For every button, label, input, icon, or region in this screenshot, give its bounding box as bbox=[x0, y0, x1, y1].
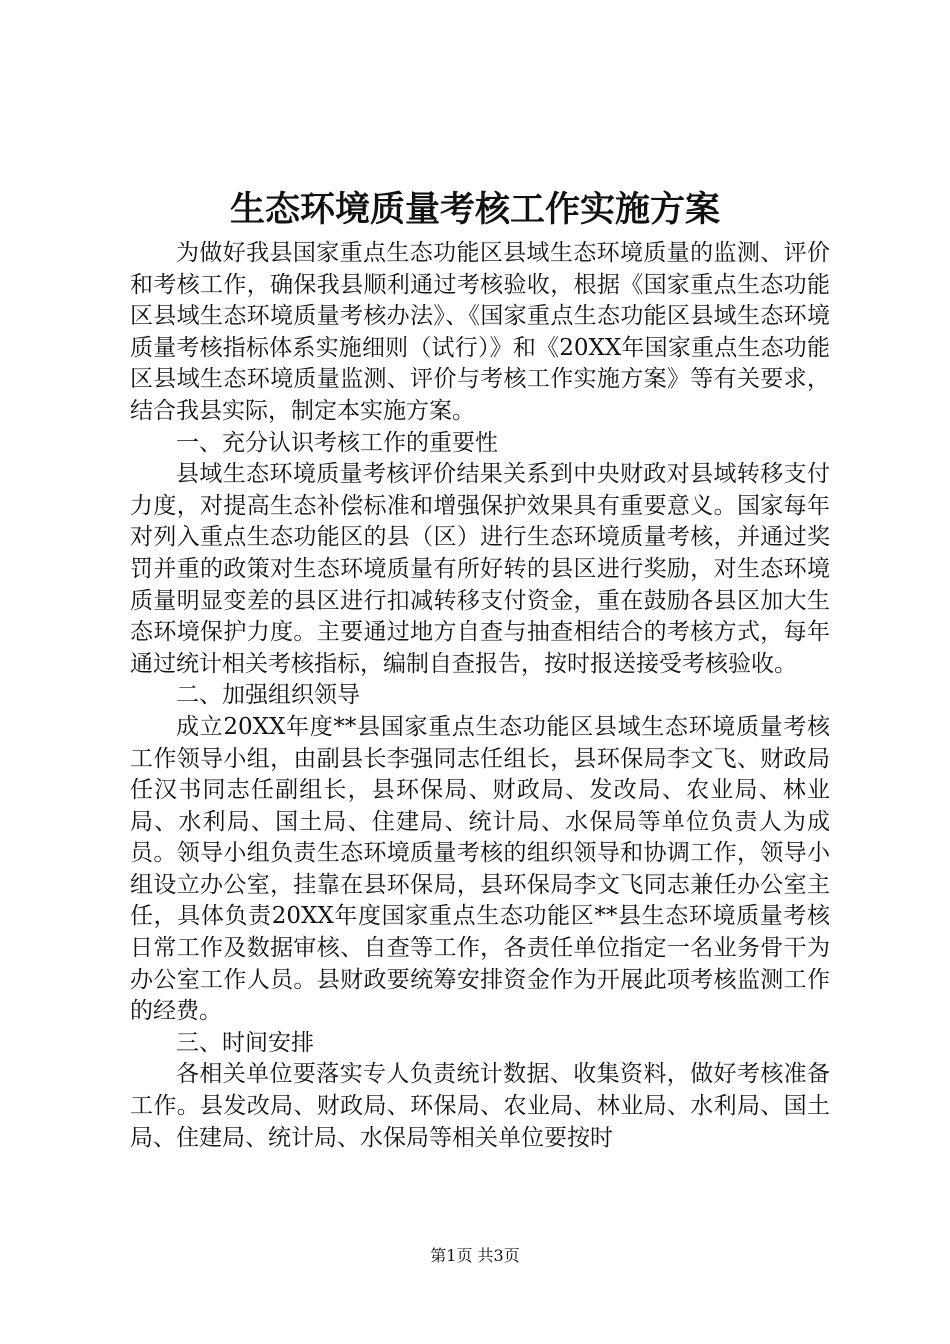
document-title: 生态环境质量考核工作实施方案 bbox=[229, 189, 720, 230]
section-2-paragraph: 成立20XX年度**县国家重点生态功能区县域生态环境质量考核工作领导小组，由副县长李强同志任组长，县环保局李文飞、财政局任汉书同志任副组长，县环保局、财政局、发改局、农业局、林业局、水利局、国土局、住建局、统计局、水保局等单位负责人为成员。领导小组负责生态环境质量考核的组织领导和协调工作，领导小组设立办公室，挂靠在县环保局，县环保局李文飞同志兼任办公室主任，具体负责20XX年度国家重点生态功能区**县生态环境质量考核日常工作及数据审核、自查等工作，各责任单位指定一名业务骨干为办公室工作人员。县财政要统筹安排资金作为开展此项考核监测工作的经费。 bbox=[130, 713, 830, 1025]
section-heading-1: 一、充分认识考核工作的重要性 bbox=[176, 429, 498, 456]
section-1-paragraph: 县域生态环境质量考核评价结果关系到中央财政对县域转移支付力度，对提高生态补偿标准和增强保护效果具有重要意义。国家每年对列入重点生态功能区的县（区）进行生态环境质量考核，并通过奖罚并重的政策对生态环境质量有所好转的县区进行奖励，对生态环境质量明显变差的县区进行扣减转移支付资金，重在鼓励各县区加大生态环境保护力度。主要通过地方自查与抽查相结合的考核方式，每年通过统计相关考核指标，编制自查报告，按时报送接受考核验收。 bbox=[130, 461, 830, 677]
intro-paragraph: 为做好我县国家重点生态功能区县域生态环境质量的监测、评价和考核工作，确保我县顺利通过考核验收，根据《国家重点生态功能区县域生态环境质量考核办法》、《国家重点生态功能区县域生态环境质量考核指标体系实施细则（试行）》和《20XX年国家重点生态功能区县域生态环境质量监测、评价与考核工作实施方案》等有关要求，结合我县实际，制定本实施方案。 bbox=[130, 240, 830, 424]
section-3-paragraph: 各相关单位要落实专人负责统计数据、收集资料，做好考核准备工作。县发改局、财政局、环保局、农业局、林业局、水利局、国土局、住建局、统计局、水保局等相关单位要按时 bbox=[130, 1061, 830, 1151]
section-heading-2: 二、加强组织领导 bbox=[176, 682, 360, 709]
page-number-footer: 第1页 共3页 bbox=[430, 1246, 520, 1265]
document-body bbox=[130, 238, 830, 1154]
section-heading-3: 三、时间安排 bbox=[176, 1029, 314, 1056]
